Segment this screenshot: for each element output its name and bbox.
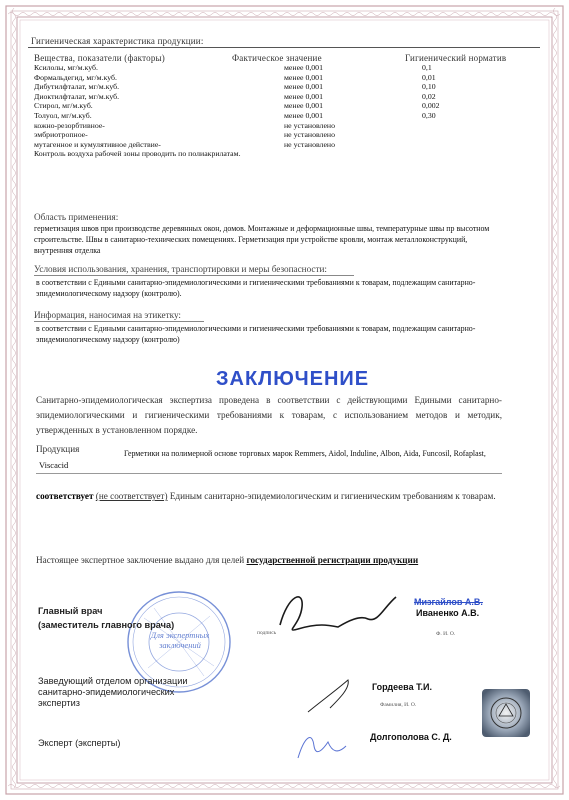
issued-purpose: государственной регистрации продукции — [246, 555, 419, 565]
application-title: Область применения: — [34, 212, 119, 222]
norm-value: 0,01 — [422, 72, 436, 82]
label-info-rule — [34, 321, 204, 322]
conditions-title: Условия использования, хранения, транспортировки и меры безопасности: — [34, 264, 327, 274]
hygiene-title: Гигиеническая характеристика продукции: — [31, 36, 204, 46]
substance-name: Формальдегид, мг/м.куб. — [34, 72, 117, 82]
complies-text: соответствует — [36, 491, 94, 501]
actual-value: менее 0,001 — [284, 72, 323, 82]
col-norm: Гигиенический норматив — [405, 53, 507, 63]
actual-value: менее 0,001 — [284, 101, 323, 111]
product-text: Герметики на полимерной основе торговых марок Remmers, Aidol, Induline, Albon, Aida, Funcosil, Rofaplast, — [124, 449, 486, 458]
actual-value: менее 0,001 — [284, 110, 323, 120]
substance-name: кожно-резорбтивное- — [34, 120, 105, 130]
hygiene-note: Контроль воздуха рабочей зоны проводить по полиакрилатам. — [34, 149, 241, 159]
sign-caption: подпись — [257, 630, 277, 636]
application-text: герметизация швов при производстве деревянных окон, домов. Монтажные и деформационные швы, температурные швы пр высотном строительстве. Швы в санитарно-технических помещениях. Герметизация при устройстве кровли, монтаж металлоконструкций, внутренняя отделка — [34, 224, 490, 255]
product-rule — [36, 473, 502, 474]
complies-rest: Единым санитарно-эпидемиологическим и гигиеническим требованиям к товарам. — [169, 491, 496, 501]
conditions-rule — [34, 275, 354, 276]
actual-value: не установлено — [284, 130, 335, 140]
deputy-label: (заместитель главного врача) — [38, 620, 175, 630]
product-text-2: Viscacid — [39, 460, 69, 470]
compliance-statement — [36, 489, 516, 504]
table-row — [34, 92, 504, 102]
hygiene-rule — [28, 47, 540, 48]
substance-name: Ксилолы, мг/м.куб. — [34, 63, 98, 72]
table-row — [34, 82, 504, 92]
head-caption: Фамилия, И. О. — [380, 702, 417, 708]
chief-name: Иваненко А.В. — [416, 608, 480, 618]
substance-name: мутагенное и кумулятивное действие- — [34, 139, 161, 149]
fio-caption: Ф. И. О. — [436, 631, 456, 637]
chief-name-crossed: Мизгайлов А.В. — [414, 597, 483, 607]
head-name: Гордеева Т.И. — [372, 682, 433, 692]
norm-value: 0,10 — [422, 82, 436, 92]
issued-text: Настоящее экспертное заключение выдано для целей — [36, 555, 245, 565]
substance-name: эмбриотропное- — [34, 130, 88, 140]
substance-name: Стирол, мг/м.куб. — [34, 101, 93, 111]
head-label-line-1: Заведующий отделом организации — [38, 676, 188, 686]
table-row — [34, 63, 504, 73]
expert-signature — [288, 718, 358, 768]
hygiene-table — [34, 63, 504, 159]
substance-name: Дибутилфталат, мг/м.куб. — [34, 82, 120, 92]
chief-signature — [268, 585, 418, 645]
conditions-text: в соответствии с Едиными санитарно-эпидемиологическими и гигиеническими требованиями к товарам, подлежащим санитарно-эпидемиологическому надзору (контролю). — [36, 278, 476, 298]
not-complies-text: (не соответствует) — [95, 491, 168, 501]
actual-value: менее 0,001 — [284, 63, 323, 72]
product-label: Продукция — [36, 444, 80, 454]
col-substances: Вещества, показатели (факторы) — [34, 53, 165, 63]
actual-value: менее 0,001 — [284, 82, 323, 92]
norm-value: 0,30 — [422, 110, 436, 120]
table-row — [34, 73, 504, 83]
stamp-text: Для экспертных заключений — [150, 630, 210, 650]
hologram-seal — [481, 688, 531, 738]
label-info-title: Информация, наносимая на этикетку: — [34, 310, 181, 320]
head-label-line-3: экспертиз — [38, 698, 80, 708]
issued-statement — [36, 553, 418, 568]
norm-value: 0,002 — [422, 101, 440, 111]
conclusion-text: Санитарно-эпидемиологическая экспертиза проведена в соответствии с действующими Едиными санитарно-эпидемиологическими и гигиеническими требованиями к товарам, с использованием методов и методик, утвержденных в установленном порядке. — [36, 395, 502, 435]
actual-value: не установлено — [284, 120, 335, 130]
label-info-text: в соответствии с Едиными санитарно-эпидемиологическими и гигиеническими требованиями к товарам, подлежащим санитарно-эпидемиологическому надзору (контролю) — [36, 324, 476, 344]
substance-name: Диоктилфталат, мг/м.куб. — [34, 91, 120, 101]
expert-name: Долгополова С. Д. — [370, 732, 452, 742]
table-row — [34, 121, 504, 131]
table-row — [34, 140, 504, 150]
table-row — [34, 101, 504, 111]
actual-value: не установлено — [284, 139, 335, 149]
expert-label: Эксперт (эксперты) — [38, 738, 121, 748]
norm-value: 0,1 — [422, 63, 432, 72]
norm-value: 0,02 — [422, 91, 436, 101]
head-label — [38, 676, 188, 709]
head-label-line-2: санитарно-эпидемиологических — [38, 687, 175, 697]
actual-value: менее 0,001 — [284, 91, 323, 101]
table-row — [34, 130, 504, 140]
head-signature — [300, 668, 370, 718]
substance-name: Толуол, мг/м.куб. — [34, 110, 92, 120]
conclusion-title: ЗАКЛЮЧЕНИЕ — [216, 368, 370, 390]
chief-label: Главный врач — [38, 606, 103, 616]
table-row — [34, 111, 504, 121]
col-actual: Фактическое значение — [232, 53, 322, 63]
